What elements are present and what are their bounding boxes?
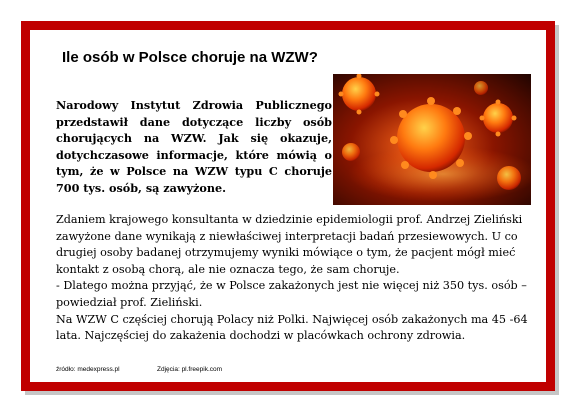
paragraph-consultant: Zdaniem krajowego konsultanta w dziedzinie epidemiologii prof. Andrzej Zieliński zawyżone dane wynikają z niewłaściwej interpretacji badań przesiewowych. U co drugiej osoby badanej otrzymujemy wyniki mówiące o tym, że pacjent mógł mieć kontakt z osobą chorą, ale nie oznacza tego, że sam choruje. [56,213,523,276]
paragraph-statistics: Na WZW C częściej chorują Polacy niż Polki. Najwięcej osób zakażonych ma 45 -64 lata. Najczęściej do zakażenia dochodzi w placówkach ochrony zdrowia. [56,312,528,343]
source-note: źródło: medexpress.pl [56,366,120,373]
virus-illustration [333,74,531,205]
paragraph-quote: - Dlatego można przyjąć, że w Polsce zakażonych jest nie więcej niż 350 tys. osób – powiedział prof. Zieliński. [56,279,527,309]
photo-credit: Zdjęcia: pl.freepik.com [157,366,223,373]
virus-small-left [342,143,360,161]
virus-small-bottomright [497,166,521,190]
poster-frame [21,21,555,391]
lead-paragraph: Narodowy Instytut Zdrowia Publicznego przedstawił dane dotyczące liczby osób chorujących na WZW. Jak się okazuje, dotychczasowe informacje, które mówią o tym, że w Polsce na WZW typu C choruje 700 tys. osób, są zawyżone. [56,98,332,195]
article-body [56,212,534,345]
poster-title: Ile osób w Polsce choruje na WZW? [62,49,318,66]
virus-photo [333,74,531,205]
